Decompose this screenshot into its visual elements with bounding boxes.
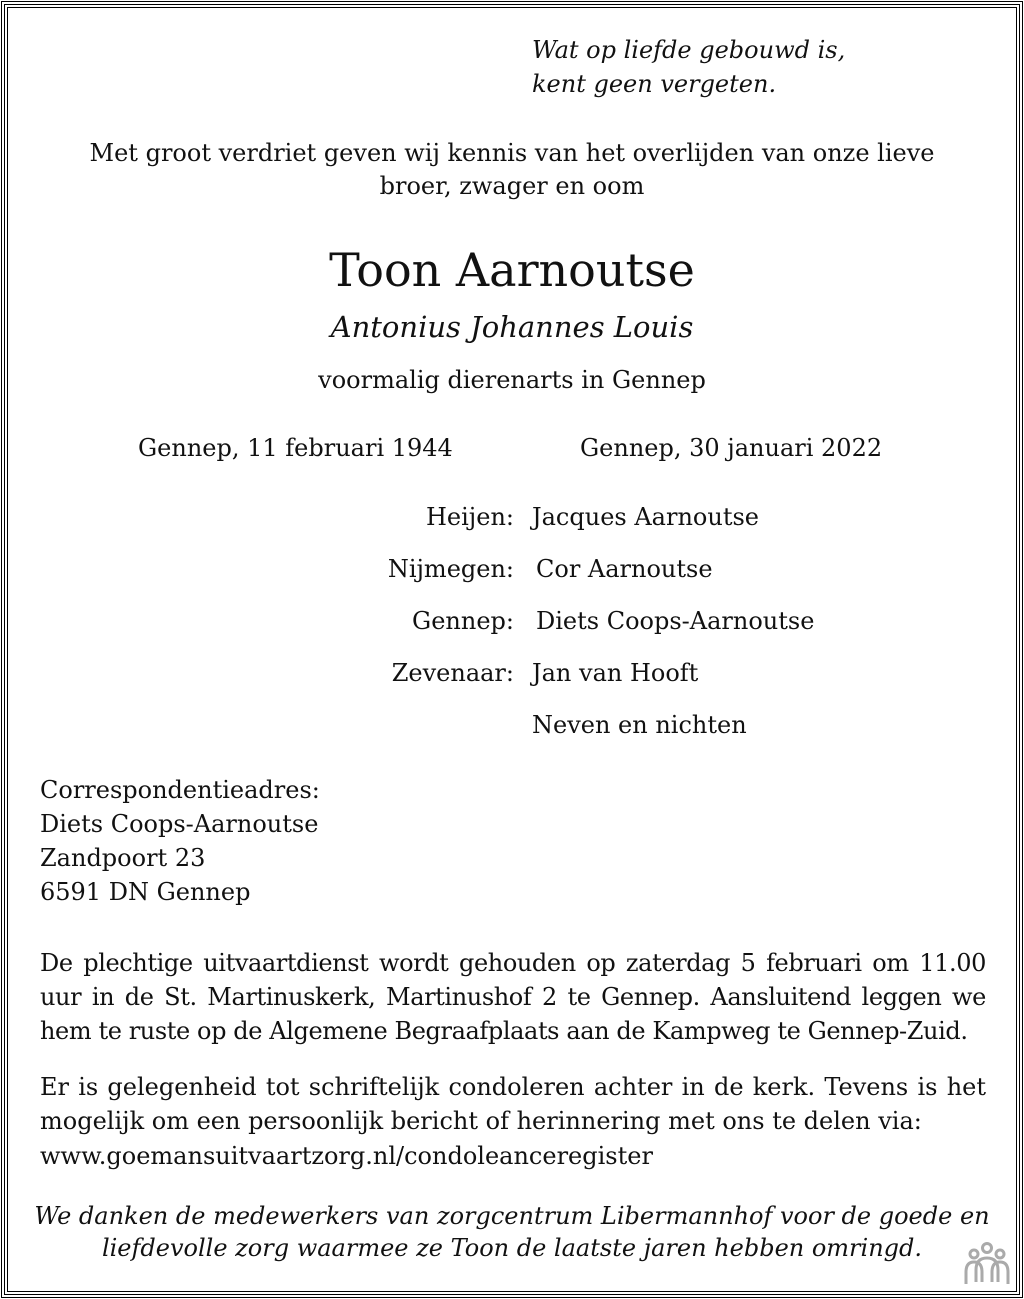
full-name: Antonius Johannes Louis bbox=[330, 310, 694, 344]
address-line: Diets Coops-Aarnoutse bbox=[40, 810, 319, 838]
address-line: Zandpoort 23 bbox=[40, 844, 206, 872]
address-line: Correspondentieadres: bbox=[40, 776, 320, 804]
thanks-line: liefdevolle zorg waarmee ze Toon de laatste jaren hebben omringd. bbox=[101, 1234, 923, 1262]
occupation: voormalig dierenarts in Gennep bbox=[318, 366, 706, 394]
deceased-name: Toon Aarnoutse bbox=[329, 243, 695, 297]
intro-line: Met groot verdriet geven wij kennis van het overlijden van onze lieve bbox=[89, 139, 935, 167]
birth-date: Gennep, 11 februari 1944 bbox=[138, 434, 453, 462]
family-place: Zevenaar: bbox=[391, 659, 514, 687]
quote-line: kent geen vergeten. bbox=[532, 70, 777, 98]
people-logo-icon bbox=[962, 1242, 1012, 1288]
family-place: Nijmegen: bbox=[387, 555, 514, 583]
family-name: Jan van Hooft bbox=[532, 659, 699, 687]
family-name: Cor Aarnoutse bbox=[536, 555, 713, 583]
family-name: Jacques Aarnoutse bbox=[532, 503, 759, 531]
condolence-link[interactable]: www.goemansuitvaartzorg.nl/condoleanceregister bbox=[40, 1142, 653, 1170]
family-place: Gennep: bbox=[412, 607, 514, 635]
intro-line: broer, zwager en oom bbox=[379, 172, 645, 200]
family-place: Heijen: bbox=[426, 503, 514, 531]
service-paragraph: De plechtige uitvaartdienst wordt gehouden op zaterdag 5 februari om 11.00 uur in de St. Martinuskerk, Martinushof 2 te Gennep. Aansluitend leggen we hem te ruste op de Algemene Begraafplaats aan de Kampweg te Gennep-Zuid. bbox=[40, 949, 986, 1045]
death-date: Gennep, 30 januari 2022 bbox=[580, 434, 883, 462]
thanks-line: We danken de medewerkers van zorgcentrum Libermannhof voor de goede en bbox=[34, 1202, 990, 1230]
quote-line: Wat op liefde gebouwd is, bbox=[532, 36, 846, 64]
address-line: 6591 DN Gennep bbox=[40, 878, 251, 906]
family-name: Neven en nichten bbox=[532, 711, 747, 739]
condolence-paragraph: Er is gelegenheid tot schriftelijk condoleren achter in de kerk. Tevens is het mogelijk om een persoonlijk bericht of herinnering met ons te delen via: bbox=[40, 1073, 986, 1135]
family-name: Diets Coops-Aarnoutse bbox=[536, 607, 815, 635]
